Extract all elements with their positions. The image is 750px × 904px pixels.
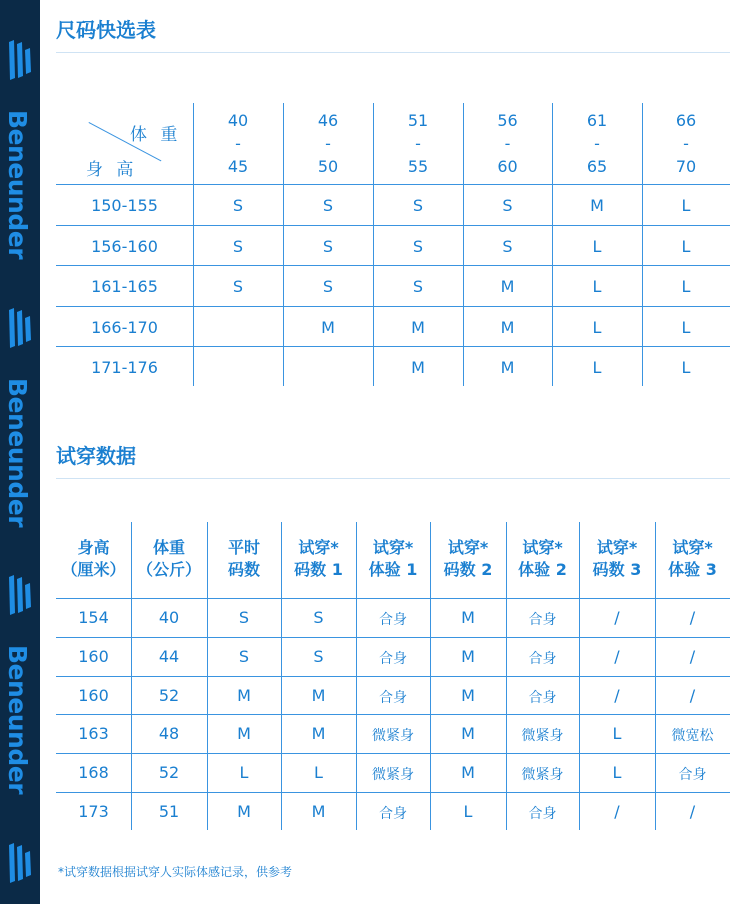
weight-range-header: 66 [675, 111, 697, 130]
weight-range-header: - [594, 134, 600, 153]
trial-cell: M [311, 724, 326, 743]
trial-cell: M [461, 686, 475, 705]
size-cell: M [500, 358, 515, 377]
column-header: （厘米） [61, 560, 126, 579]
column-header: 码数 2 [443, 560, 493, 579]
height-axis-label: 身 高 [86, 160, 138, 180]
trial-cell: 微紧身 [521, 767, 564, 783]
brand-logo-icon [9, 843, 31, 883]
height-range-label: 171-176 [91, 358, 158, 377]
trial-cell: M [237, 686, 251, 705]
size-cell: S [412, 237, 424, 256]
trial-cell: S [313, 647, 324, 666]
trial-cell: 合身 [528, 806, 557, 822]
size-cell: S [232, 196, 244, 215]
trial-cell: 52 [158, 686, 180, 705]
weight-axis-label: 体 重 [130, 125, 182, 145]
trial-cell: 合身 [379, 651, 407, 667]
trial-cell: 微紧身 [372, 728, 414, 744]
size-cell: M [321, 318, 335, 337]
table-grid-line [56, 676, 730, 677]
trial-cell: 微宽松 [671, 728, 714, 744]
table-grid-line [56, 184, 730, 185]
size-cell: M [590, 196, 604, 215]
weight-range-header: 46 [317, 111, 339, 130]
size-cell: M [500, 277, 515, 296]
column-header: 试穿* [298, 538, 339, 557]
table-grid-line [56, 346, 730, 347]
weight-range-header: 51 [407, 111, 429, 130]
weight-range-header: - [415, 134, 421, 153]
weight-range-header: - [325, 134, 331, 153]
trial-cell: 合身 [379, 806, 407, 822]
trial-cell: L [463, 802, 473, 821]
brand-logo-icon [9, 40, 31, 80]
table-grid-line [56, 753, 730, 754]
column-header: 试穿* [447, 538, 489, 557]
size-cell: S [232, 237, 244, 256]
column-header: 体验 3 [668, 560, 717, 579]
weight-range-header: - [235, 134, 241, 153]
trial-cell: M [237, 724, 251, 743]
column-header: 码数 [227, 560, 260, 579]
size-cell: S [502, 237, 513, 256]
trial-cell: / [689, 686, 696, 705]
brand-logo-icon [9, 308, 31, 348]
trial-cell: L [612, 763, 622, 782]
trial-cell: / [614, 686, 620, 705]
trial-cell: 合身 [379, 612, 407, 628]
column-header: 体重 [152, 538, 185, 557]
trial-cell: L [239, 763, 249, 782]
trial-cell: 合身 [678, 767, 707, 783]
size-cell: S [322, 277, 334, 296]
trial-cell: 合身 [528, 690, 557, 706]
height-range-label: 166-170 [91, 318, 158, 337]
weight-range-header: 65 [586, 157, 608, 176]
size-cell: S [232, 277, 244, 296]
column-header: 身高 [77, 538, 110, 557]
size-cell: S [322, 196, 334, 215]
table-grid-line [56, 714, 730, 715]
trial-cell: 44 [158, 647, 180, 666]
trial-cell: M [237, 802, 251, 821]
column-header: （公斤） [136, 560, 201, 579]
size-cell: L [681, 277, 691, 296]
size-cell: L [681, 196, 691, 215]
column-header: 平时 [227, 538, 260, 557]
brand-name: Beneunder [3, 110, 32, 260]
table-grid-line [56, 637, 730, 638]
table-grid-line [56, 225, 730, 226]
trial-cell: 合身 [379, 690, 407, 706]
size-cell: M [411, 358, 425, 377]
trial-cell: M [461, 724, 475, 743]
trial-cell: / [689, 802, 696, 821]
size-cell: L [592, 318, 602, 337]
weight-range-header: 55 [407, 157, 429, 176]
weight-range-header: - [683, 134, 689, 153]
column-header: 试穿* [372, 538, 414, 557]
size-cell: S [412, 196, 424, 215]
trial-cell: S [238, 647, 250, 666]
brand-name: Beneunder [3, 645, 32, 795]
footnote: *试穿数据根据试穿人实际体感记录，供参考 [58, 865, 293, 879]
trial-cell: M [461, 608, 475, 627]
trial-cell: / [614, 647, 620, 666]
column-header: 试穿* [522, 538, 563, 557]
table-grid-line [56, 792, 730, 793]
trial-cell: M [311, 802, 326, 821]
size-cell: L [681, 237, 691, 256]
trial-cell: 160 [78, 686, 109, 705]
size-cell: L [592, 237, 602, 256]
size-cell: S [322, 237, 334, 256]
weight-range-header: 60 [497, 157, 518, 176]
trial-cell: 168 [78, 763, 109, 782]
trial-cell: M [461, 763, 475, 782]
trial-cell: 合身 [528, 651, 557, 667]
height-range-label: 150-155 [91, 196, 158, 215]
trial-cell: 40 [158, 608, 180, 627]
table-grid-line [56, 306, 730, 307]
column-header: 试穿* [672, 538, 713, 557]
trial-cell: 合身 [528, 612, 557, 628]
trial-cell: 51 [158, 802, 180, 821]
brand-sidebar [0, 0, 40, 904]
trial-cell: 154 [78, 608, 109, 627]
table-grid-line [56, 598, 730, 599]
weight-range-header: 40 [227, 111, 249, 130]
column-header: 码数 1 [294, 560, 343, 579]
size-cell: S [412, 277, 424, 296]
column-header: 试穿* [596, 538, 638, 557]
size-cell: L [681, 318, 691, 337]
size-cell: L [681, 358, 691, 377]
size-cell: M [500, 318, 515, 337]
trial-cell: 微紧身 [521, 728, 564, 744]
trial-cell: M [461, 647, 475, 666]
size-cell: M [411, 318, 425, 337]
size-cell: S [502, 196, 513, 215]
trial-cell: S [238, 608, 250, 627]
trial-cell: 微紧身 [372, 767, 414, 783]
title-divider [56, 478, 730, 479]
trial-cell: L [314, 763, 323, 782]
brand-logo-icon [9, 575, 31, 615]
column-header: 体验 2 [518, 560, 567, 579]
trial-cell: 163 [78, 724, 109, 743]
brand-name: Beneunder [3, 378, 32, 528]
weight-range-header: 70 [675, 157, 697, 176]
trial-cell: / [689, 608, 696, 627]
trial-cell: L [612, 724, 622, 743]
weight-range-header: 45 [227, 157, 249, 176]
trial-cell: / [614, 608, 620, 627]
trial-cell: 48 [158, 724, 180, 743]
height-range-label: 161-165 [91, 277, 158, 296]
trial-cell: S [313, 608, 324, 627]
trial-cell: / [689, 647, 696, 666]
trial-cell: 52 [158, 763, 180, 782]
table-grid-line [56, 265, 730, 266]
title-divider [56, 52, 730, 53]
trial-cell: 173 [78, 802, 109, 821]
column-header: 码数 3 [592, 560, 642, 579]
trial-cell: / [614, 802, 620, 821]
weight-range-header: 50 [317, 157, 339, 176]
trial-data-title: 试穿数据 [56, 444, 136, 468]
weight-range-header: 61 [586, 111, 608, 130]
weight-range-header: 56 [497, 111, 518, 130]
trial-cell: M [311, 686, 326, 705]
size-cell: L [592, 277, 602, 296]
column-header: 体验 1 [368, 560, 418, 579]
size-chart-title: 尺码快选表 [56, 18, 156, 42]
trial-cell: 160 [78, 647, 109, 666]
height-range-label: 156-160 [91, 237, 158, 256]
weight-range-header: - [504, 134, 511, 153]
size-cell: L [592, 358, 602, 377]
